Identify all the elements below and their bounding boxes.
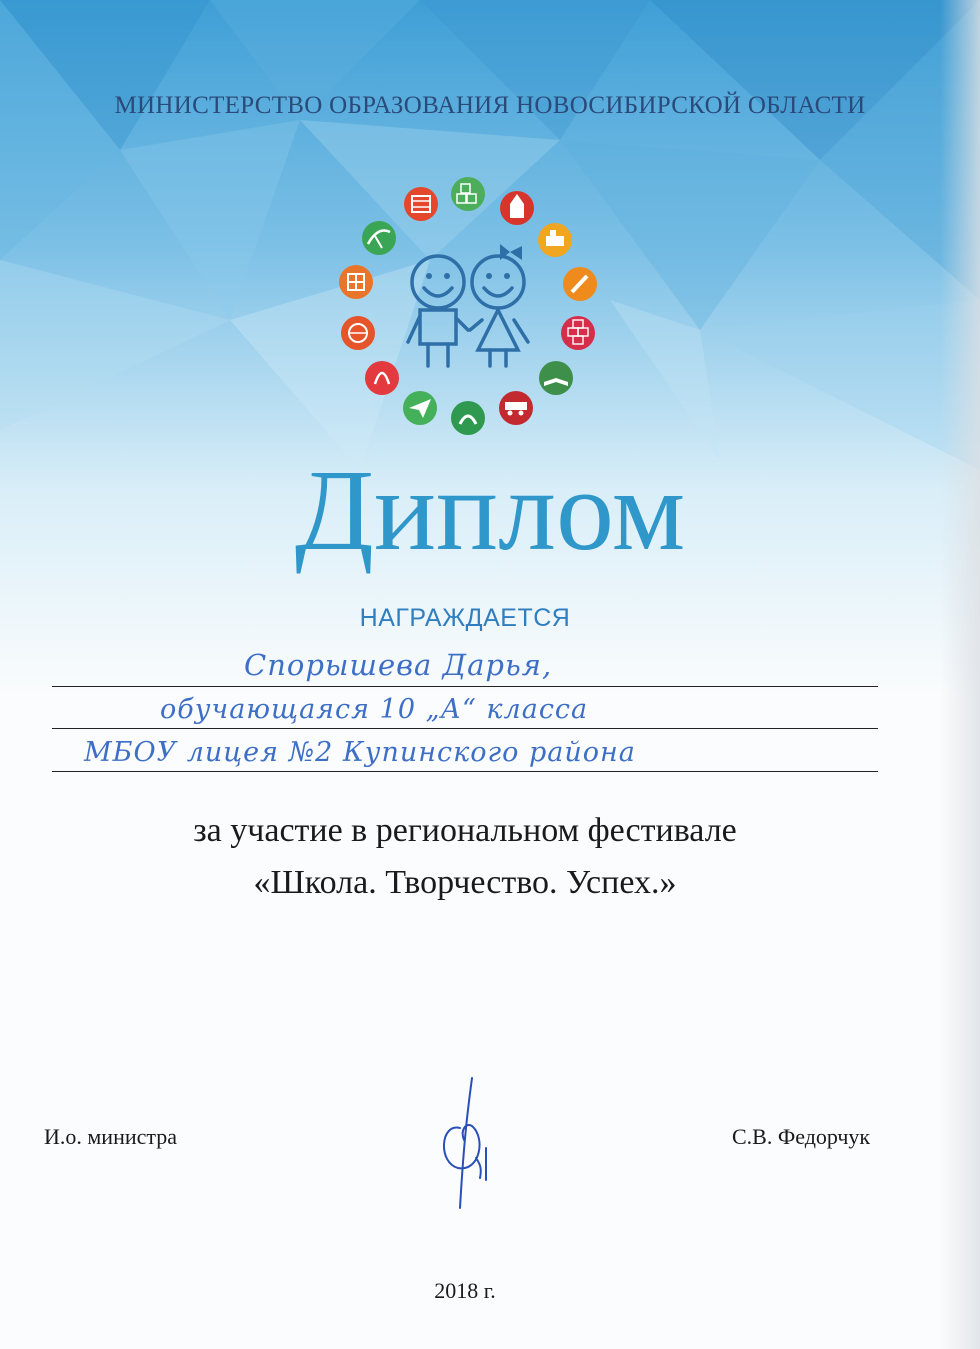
paper-plane-icon <box>403 391 437 425</box>
ribbon-icon <box>451 401 485 435</box>
girl-figure-icon <box>470 244 528 366</box>
handwritten-signature <box>420 1068 520 1218</box>
award-reason: за участие в региональном фестивале <box>193 812 737 849</box>
recipient-class: обучающаяся 10 „А“ класса <box>160 694 589 725</box>
toy-train-icon <box>499 391 533 425</box>
building-blocks-icon <box>538 223 572 257</box>
festival-logo <box>320 170 610 450</box>
signatory-name: С.В. Федорчук <box>732 1124 871 1149</box>
fill-line-3 <box>52 771 878 772</box>
jump-rope-icon <box>365 361 399 395</box>
boy-figure-icon <box>408 256 468 366</box>
ministry-heading: МИНИСТЕРСТВО ОБРАЗОВАНИЯ НОВОСИБИРСКОЙ ОБЛАСТИ <box>114 92 866 119</box>
signatory-position: И.о. министра <box>44 1124 178 1149</box>
diploma-title: Диплом <box>294 447 686 575</box>
abacus-icon <box>404 187 438 221</box>
pencil-icon <box>563 267 597 301</box>
abc-blocks-icon <box>451 177 485 211</box>
recipient-name: Спорышева Дарья, <box>244 648 553 682</box>
recipient-school: МБОУ лицея №2 Купинского района <box>84 737 636 768</box>
awarded-label: НАГРАЖДАЕТСЯ <box>359 604 571 632</box>
kite-icon <box>362 221 396 255</box>
castle-icon <box>500 191 534 225</box>
festival-name: «Школа. Творчество. Успех.» <box>253 864 677 901</box>
issue-year: 2018 г. <box>434 1278 496 1303</box>
scan-edge-shadow <box>940 0 980 1349</box>
puzzle-icon <box>339 265 373 299</box>
fill-line-1 <box>52 686 878 687</box>
hopscotch-icon <box>561 316 595 350</box>
fill-line-2 <box>52 728 878 729</box>
open-book-icon <box>539 361 573 395</box>
ball-icon <box>341 316 375 350</box>
